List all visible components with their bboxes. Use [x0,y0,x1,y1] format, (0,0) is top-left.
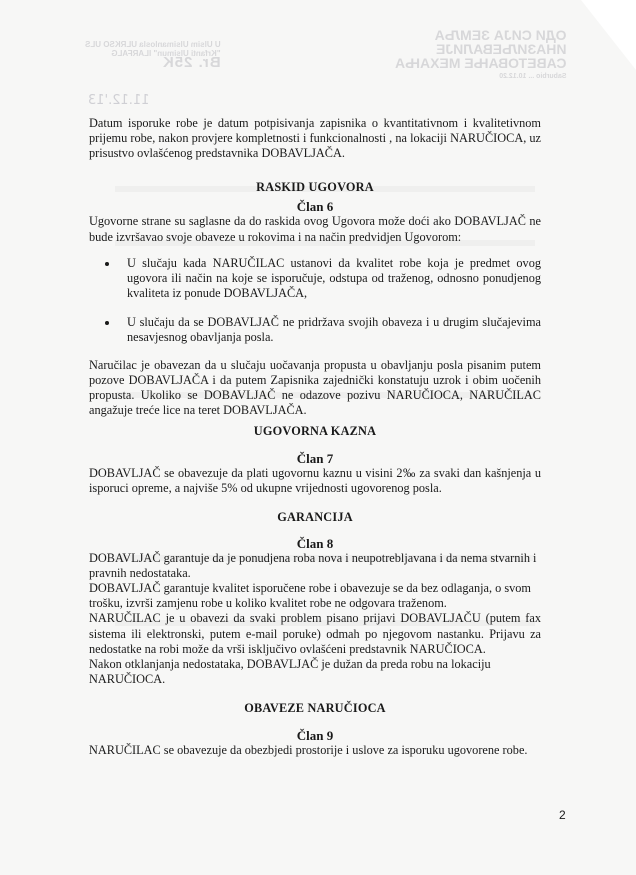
list-item [127,256,541,301]
bullet-icon [105,262,109,266]
intro-paragraph: Datum isporuke robe je datum potpisivanja zapisnika o kvantitativnom i kvalitetivnom prijemu robe, nakon provjere kompletnosti i funkcionalnosti , na lokaciji NARUČIOCA, uz prisustvo ovlašćenog predstavnika DOBAVLJAČA. [89,116,541,161]
clause-heading-7: Član 7 [296,450,334,466]
section-title-kazna: UGOVORNA KAZNA [253,423,377,438]
stamp-line: САВЕТОВАЊЕ МЕХАЊА [395,55,567,71]
clause-8-paragraph: Nakon otklanjanja nedostataka, DOBAVLJAČ je dužan da preda robu na lokaciju NARUČIOCA. [89,656,491,686]
stamp-line: U Ulsim Ulsimanlosla ULRKSO ULS [85,40,221,49]
list-item-text: U slučaju kada NARUČILAC ustanovi da kvalitet robe koja je predmet ovog ugovora ili način na koje se isporučuje, odstupa od traženog, odnosno ponudjenog kvaliteta iz ponude DOBAVLJAČA, [127,255,541,300]
bullet-icon [105,321,109,325]
clause-8-paragraph: NARUČILAC je u obavezi da svaki problem pisano prijavi DOBAVLJAČU (putem fax sistema ili elektronski, putem e-mail poruke) odmah po njegovom nastanku. Prijavu za nedostatke na robi može da vrši isključivo ovlašćeni predstavnik NARUČIOCA. [89,611,541,656]
clause-heading-8: Član 8 [296,535,334,551]
clause-8-paragraph: DOBAVLJAČ garantuje da je ponudjena roba nova i neupotrebljavana i da nema stvarnih i pravnih nedostataka. [89,551,537,581]
stamp-line: "Krfanti Ulsimun" ILARFALG [111,49,221,58]
section-title-raskid: RASKID UGOVORA [256,180,374,195]
section-title-obaveze: OBAVEZE NARUČIOCA [244,700,386,715]
clause-6-bullet-list [89,256,541,345]
clause-8-paragraph: DOBAVLJAČ garantuje kvalitet isporučene robe i obavezuje se da bez odlaganja, o svom trošku, izvrši zamjenu robe u koliko kvalitet robe ne odgovara traženom. [89,581,531,611]
clause-heading-9: Član 9 [296,728,334,743]
page-number: 2 [559,808,566,822]
list-item [127,315,541,345]
stamp-line: ИНАЗИЉЕВАЛИЈЕ [436,41,567,57]
document-body [89,116,541,758]
clause-7-paragraph: DOBAVLJAČ se obavezuje da plati ugovornu kaznu u visini 2‰ za svaki dan kašnjenja u isporuci opreme, a najviše 5% od ukupne vrijednosti ugovorenog posla. [89,465,541,495]
stamp-date: 11.12.'13 [88,93,150,108]
page-corner-fold [581,0,636,70]
stamp-line: ОДИ СИЈА ЗЕМЉА [434,27,567,43]
registry-stamp-left [85,40,221,71]
clause-6-paragraph: Ugovorne strane su saglasne da do raskida ovog Ugovora može doći ako DOBAVLJAČ ne bude izvršavao svoje obaveze u rokovima i na način predvidjen Ugovorom: [89,214,541,244]
list-item-text: U slučaju da se DOBAVLJAČ ne pridržava svojih obaveza i u drugim slučajevima nesavjesnog obavljanja posla. [127,314,541,345]
registry-stamp-right [395,28,566,84]
stamp-line: Saburbio ... 10.12.20 [499,73,567,80]
section-title-garancija: GARANCIJA [277,509,353,524]
clause-9-paragraph: NARUČILAC se obavezuje da obezbjedi prostorije i uslove za isporuku ugovorene robe. [89,743,528,758]
stamp-line: Br. 25K [161,54,221,71]
clause-heading-6: Član 6 [296,199,334,215]
clause-6-closing-paragraph: Naručilac je obavezan da u slučaju uočavanja propusta u obavljanju posla pisanim putem pozove DOBAVLJAČA i da putem Zapisnika zajednički konstatuju uzrok i obim uočenih propusta. Ukoliko se DOBAVLJAČ ne odazove pozivu NARUČIOCA, NARUČILAC angažuje treće lice na teret DOBAVLJAČA. [89,358,541,418]
